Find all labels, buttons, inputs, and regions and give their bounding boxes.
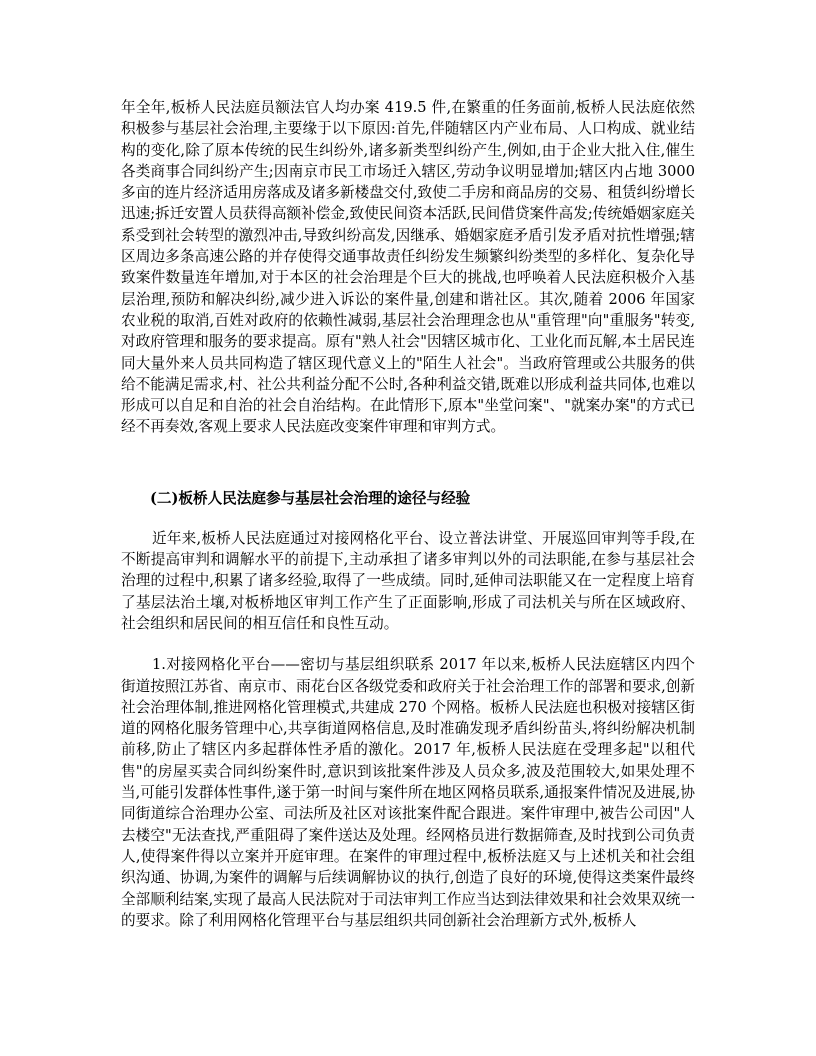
document-page — [121, 97, 695, 931]
body-paragraph-overview: 近年来,板桥人民法庭通过对接网格化平台、设立普法讲堂、开展巡回审判等手段,在不断提高审判和调解水平的前提下,主动承担了诸多审判以外的司法职能,在参与基层社会治理的过程中,积累了诸多经验,取得了一些成绩。同时,延伸司法职能又在一定程度上培育了基层法治土壤,对板桥地区审判工作产生了正面影响,形成了司法机关与所在区域政府、社会组织和居民间的相互信任和良性互动。 — [121, 529, 695, 632]
body-paragraph-causes: 年全年,板桥人民法庭员额法官人均办案 419.5 件,在繁重的任务面前,板桥人民法庭依然积极参与基层社会治理,主要缘于以下原因:首先,伴随辖区内产业布局、人口构成、就业结构的变化,除了原本传统的民生纠纷外,诸多新类型纠纷产生,例如,由于企业大批入住,催生各类商事合同纠纷产生;因南京市民工市场迁入辖区,劳动争议明显增加;辖区内占地 3000 多亩的连片经济适用房落成及诸多新楼盘交付,致使二手房和商品房的交易、租赁纠纷增长迅速;拆迁安置人员获得高额补偿金,致使民间资本活跃,民间借贷案件高发;传统婚姻家庭关系受到社会转型的激烈冲击,导致纠纷高发,因继承、婚姻家庭矛盾引发矛盾对抗性增强;辖区周边多条高速公路的并存使得交通事故责任纠纷发生频繁纠纷类型的多样化、复杂化导致案件数量连年增加,对于本区的社会治理是个巨大的挑战,也呼唤着人民法庭积极介入基层治理,预防和解决纠纷,减少进入诉讼的案件量,创建和谐社区。其次,随着 2006 年国家农业税的取消,百姓对政府的依赖性减弱,基层社会治理理念也从"重管理"向"重服务"转变,对政府管理和服务的要求提高。原有"熟人社会"因辖区城市化、工业化而瓦解,本土居民连同大量外来人员共同构造了辖区现代意义上的"陌生人社会"。当政府管理或公共服务的供给不能满足需求,村、社公共利益分配不公时,各种利益交错,既难以形成利益共同体,也难以形成可以自足和自治的社会自治结构。在此情形下,原本"坐堂问案"、"就案办案"的方式已经不再奏效,客观上要求人民法庭改变案件审理和审判方式。 — [121, 99, 695, 436]
body-paragraph-grid-platform: 1.对接网格化平台——密切与基层组织联系 2017 年以来,板桥人民法庭辖区内四个街道按照江苏省、南京市、雨花台区各级党委和政府关于社会治理工作的部署和要求,创新社会治理体制,推进网格化管理模式,共建成 270 个网格。板桥人民法庭也积极对接辖区街道的网格化服务管理中心,共享街道网格信息,及时准确发现矛盾纠纷苗头,将纠纷解决机制前移,防止了辖区内多起群体性矛盾的激化。2017 年,板桥人民法庭在受理多起"以租代售"的房屋买卖合同纠纷案件时,意识到该批案件涉及人员众多,波及范围较大,如果处理不当,可能引发群体性事件,遂于第一时间与案件所在地区网格员联系,通报案件情况及进展,协同街道综合治理办公室、司法所及社区对该批案件配合跟进。案件审理中,被告公司因"人去楼空"无法查找,严重阻碍了案件送达及处理。经网格员进行数据筛查,及时找到公司负责人,使得案件得以立案并开庭审理。在案件的审理过程中,板桥法庭又与上述机关和社会组织沟通、协调,为案件的调解与后续调解协议的执行,创造了良好的环境,使得这类案件最终全部顺利结案,实现了最高人民法院对于司法审判工作应当达到法律效果和社会效果双统一的要求。除了利用网格化管理平台与基层组织共同创新社会治理新方式外,板桥人 — [121, 656, 695, 929]
section-heading: (二)板桥人民法庭参与基层社会治理的途径与经验 — [150, 489, 471, 507]
